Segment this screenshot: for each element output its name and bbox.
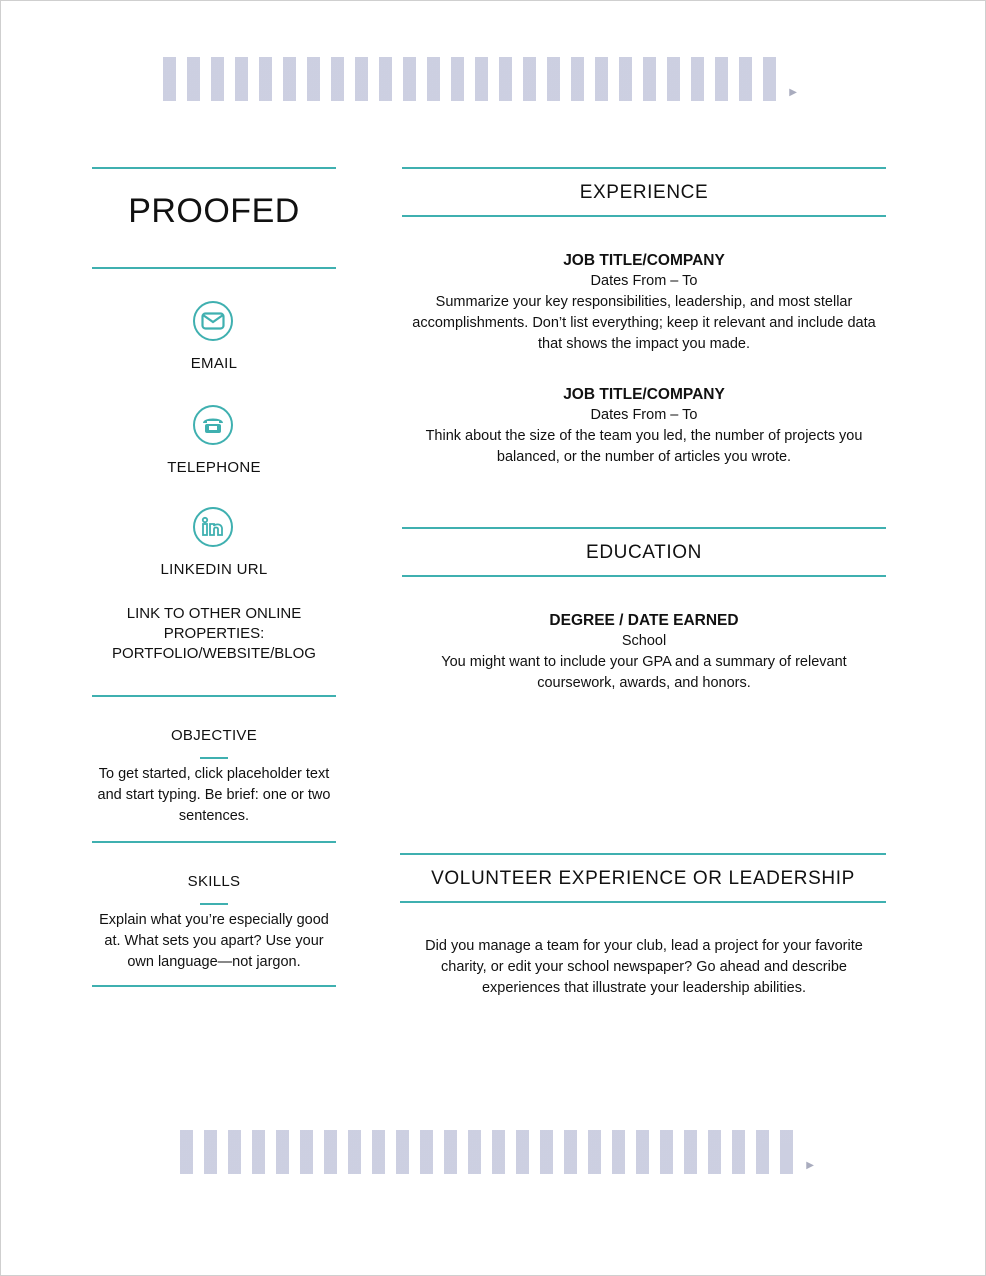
volunteer-top-rule [400,853,886,855]
education-title: EDUCATION [586,542,702,563]
experience-title: EXPERIENCE [579,182,709,203]
degree: DEGREE / DATE EARNED [549,612,739,629]
watermark-bottom: ▶ [180,1130,800,1174]
education-bottom-rule [402,575,886,577]
skills-text: Explain what you’re especially good at. What sets you apart? Use your own language—not jargon. [99,912,329,970]
linkedin-label: LINKEDIN URL [160,561,268,578]
experience-job-1: JOB TITLE/COMPANY Dates From – To Summarize your key responsibilities, leadership, and most stellar accomplishments. Don’t list everything; keep it relevant and include data that shows the impact you made. [400,250,888,355]
volunteer-text: Did you manage a team for your club, lead a project for your favorite charity, or edit your school newspaper? Go ahead and describe experiences that illustrate your leadership abilities. [425,938,863,996]
experience-job-2: JOB TITLE/COMPANY Dates From – To Think about the size of the team you led, the number of projects you balanced, or the number of articles you wrote. [400,384,888,468]
volunteer-bottom-rule [400,901,886,903]
skills-short-rule [200,903,228,905]
job-dates: Dates From – To [590,273,698,289]
job-dates: Dates From – To [590,407,698,423]
telephone-label: TELEPHONE [167,459,261,476]
watermark-top: ▶ [163,57,783,101]
education-entry: DEGREE / DATE EARNED School You might want to include your GPA and a summary of relevant coursework, awards, and honors. [400,610,888,694]
email-label: EMAIL [190,355,238,372]
telephone-icon [193,405,233,445]
envelope-icon [193,301,233,341]
name-top-rule [92,167,336,169]
skills-title: SKILLS [187,873,241,890]
school: School [621,633,667,649]
objective-text: To get started, click placeholder text and start typing. Be brief: one or two sentences. [97,766,331,824]
applicant-name: PROOFED [128,192,300,230]
job-title: JOB TITLE/COMPANY [563,252,725,269]
objective-title: OBJECTIVE [170,727,258,744]
experience-bottom-rule [402,215,886,217]
volunteer-title: VOLUNTEER EXPERIENCE OR LEADERSHIP [431,868,855,889]
objective-short-rule [200,757,228,759]
job-title: JOB TITLE/COMPANY [563,386,725,403]
name-bottom-rule [92,267,336,269]
education-top-rule [402,527,886,529]
skills-bottom-rule [92,985,336,987]
skills-top-rule [92,841,336,843]
objective-top-rule [92,695,336,697]
other-links: LINK TO OTHER ONLINE PROPERTIES: PORTFOLIO/WEBSITE/BLOG [112,605,316,662]
linkedin-icon [193,507,233,547]
experience-top-rule [402,167,886,169]
